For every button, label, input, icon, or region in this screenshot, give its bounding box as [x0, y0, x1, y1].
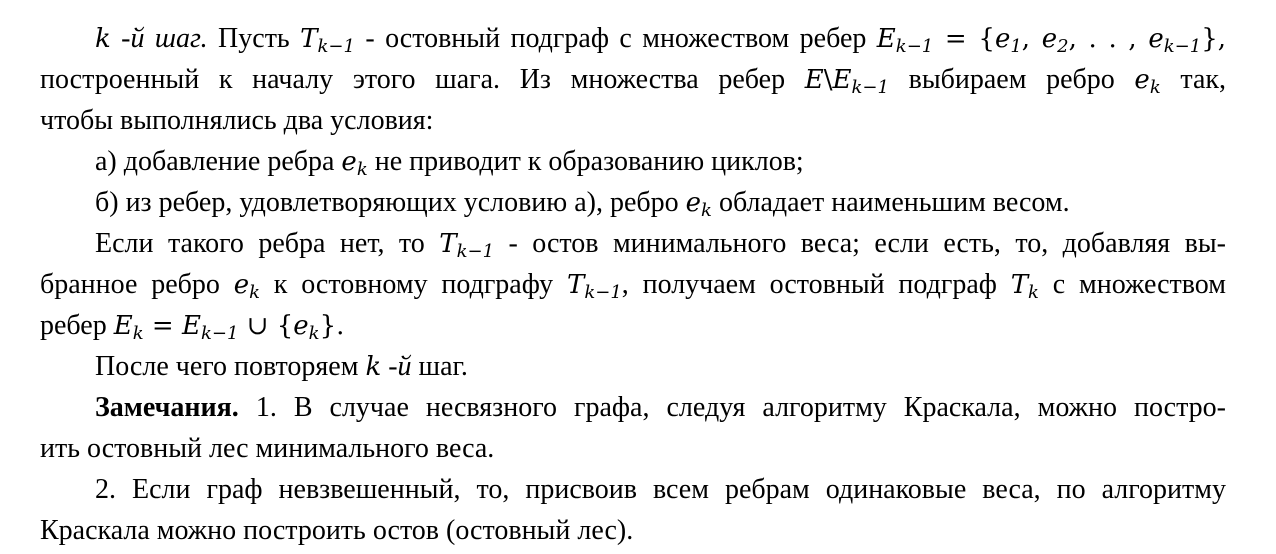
- result-paragraph-line-3: [40, 305, 1226, 346]
- remarks-line-2: [40, 428, 1226, 469]
- remark-2-line-1: [95, 469, 1226, 510]
- math-set-close: }.: [319, 311, 345, 341]
- var-k: k: [95, 24, 111, 54]
- text: , получаем остовный подграф: [621, 269, 1011, 300]
- condition-b: [95, 182, 1226, 223]
- math-T-k-1: $T_{k-1}$: [439, 229, 495, 262]
- text: обладает наименьшим весом.: [711, 187, 1070, 218]
- text: - остов минимального веса; если есть, то, добавляя вы-: [494, 228, 1226, 259]
- math-e1: $e_1$: [994, 24, 1022, 57]
- math-e-k: $e_k$: [233, 270, 260, 303]
- text: построенный к началу этого шага. Из множества ребер: [40, 64, 805, 95]
- remarks-heading: Замечания.: [95, 392, 239, 423]
- text: чтобы выполнялись два условия:: [40, 105, 434, 136]
- math-dots: , . . ,: [1068, 24, 1149, 54]
- text: не приводит к образованию циклов;: [367, 146, 804, 177]
- math-e2: $e_2$: [1041, 24, 1069, 57]
- math-comma: ,: [1021, 24, 1042, 54]
- math-E-k: $E_k$: [113, 311, 144, 344]
- text: Пусть: [207, 23, 301, 54]
- result-paragraph-line-1: [95, 223, 1226, 264]
- remarks-line-1: [95, 387, 1226, 428]
- math-e-k: $e_k$: [341, 147, 368, 180]
- text: так,: [1160, 64, 1227, 95]
- result-paragraph-line-2: [40, 264, 1226, 305]
- step-paragraph-line-1: [95, 18, 1226, 59]
- text: шаг.: [411, 351, 468, 382]
- text: ребер: [40, 310, 114, 341]
- text: 1. В случае несвязного графа, следуя алгоритму Краскала, можно постро-: [238, 392, 1226, 423]
- text: б) из ребер, удовлетворяющих условию а), ребро: [95, 187, 686, 218]
- math-E-k-1: $E_{k-1}$: [876, 24, 934, 57]
- condition-a: [95, 141, 1226, 182]
- var-k: k: [365, 352, 382, 382]
- math-e-k: $e_k$: [1134, 65, 1161, 98]
- text: Если такого ребра нет, то: [95, 228, 440, 259]
- text: 2. Если граф невзвешенный, то, присвоив всем ребрам одинаковые веса, по алгоритму: [95, 474, 1226, 505]
- text: ить остовный лес минимального веса.: [40, 433, 495, 464]
- math-T-k-1: $T_{k-1}$: [566, 270, 622, 303]
- math-T-k: $T_k$: [1010, 270, 1039, 303]
- text: а) добавление ребра: [95, 146, 342, 177]
- math-equals: =: [143, 311, 182, 341]
- math-T-k-1: $T_{k-1}$: [300, 24, 355, 57]
- step-paragraph-line-2: [40, 59, 1226, 100]
- remark-2-line-2: [40, 510, 1226, 551]
- math-e-k: $e_k$: [293, 311, 320, 344]
- math-e-k-1: $e_{k-1}$: [1148, 24, 1202, 57]
- text: выбираем ребро: [888, 64, 1135, 95]
- text: Краскала можно построить остов (остовный лес).: [40, 515, 634, 546]
- math-E-k-1: $E_{k-1}$: [181, 311, 239, 344]
- step-paragraph-line-3: [40, 100, 1226, 141]
- text: с множеством: [1038, 269, 1226, 300]
- math-E-minus-E-k-1: $E\backslash E_{k-1}$: [804, 65, 889, 98]
- text: - остовный подграф с множеством ребер: [354, 23, 877, 54]
- math-set-close: },: [1201, 24, 1227, 54]
- text: После чего повторяем: [95, 351, 366, 382]
- text: -й: [381, 351, 412, 382]
- step-heading: -й шаг.: [110, 23, 208, 54]
- text: к остовному подграфу: [260, 269, 567, 300]
- math-union: ∪ {: [238, 311, 294, 341]
- text: бранное ребро: [40, 269, 234, 300]
- repeat-line: [95, 346, 1226, 387]
- math-e-k: $e_k$: [685, 188, 712, 221]
- math-set-open: = {: [933, 24, 995, 54]
